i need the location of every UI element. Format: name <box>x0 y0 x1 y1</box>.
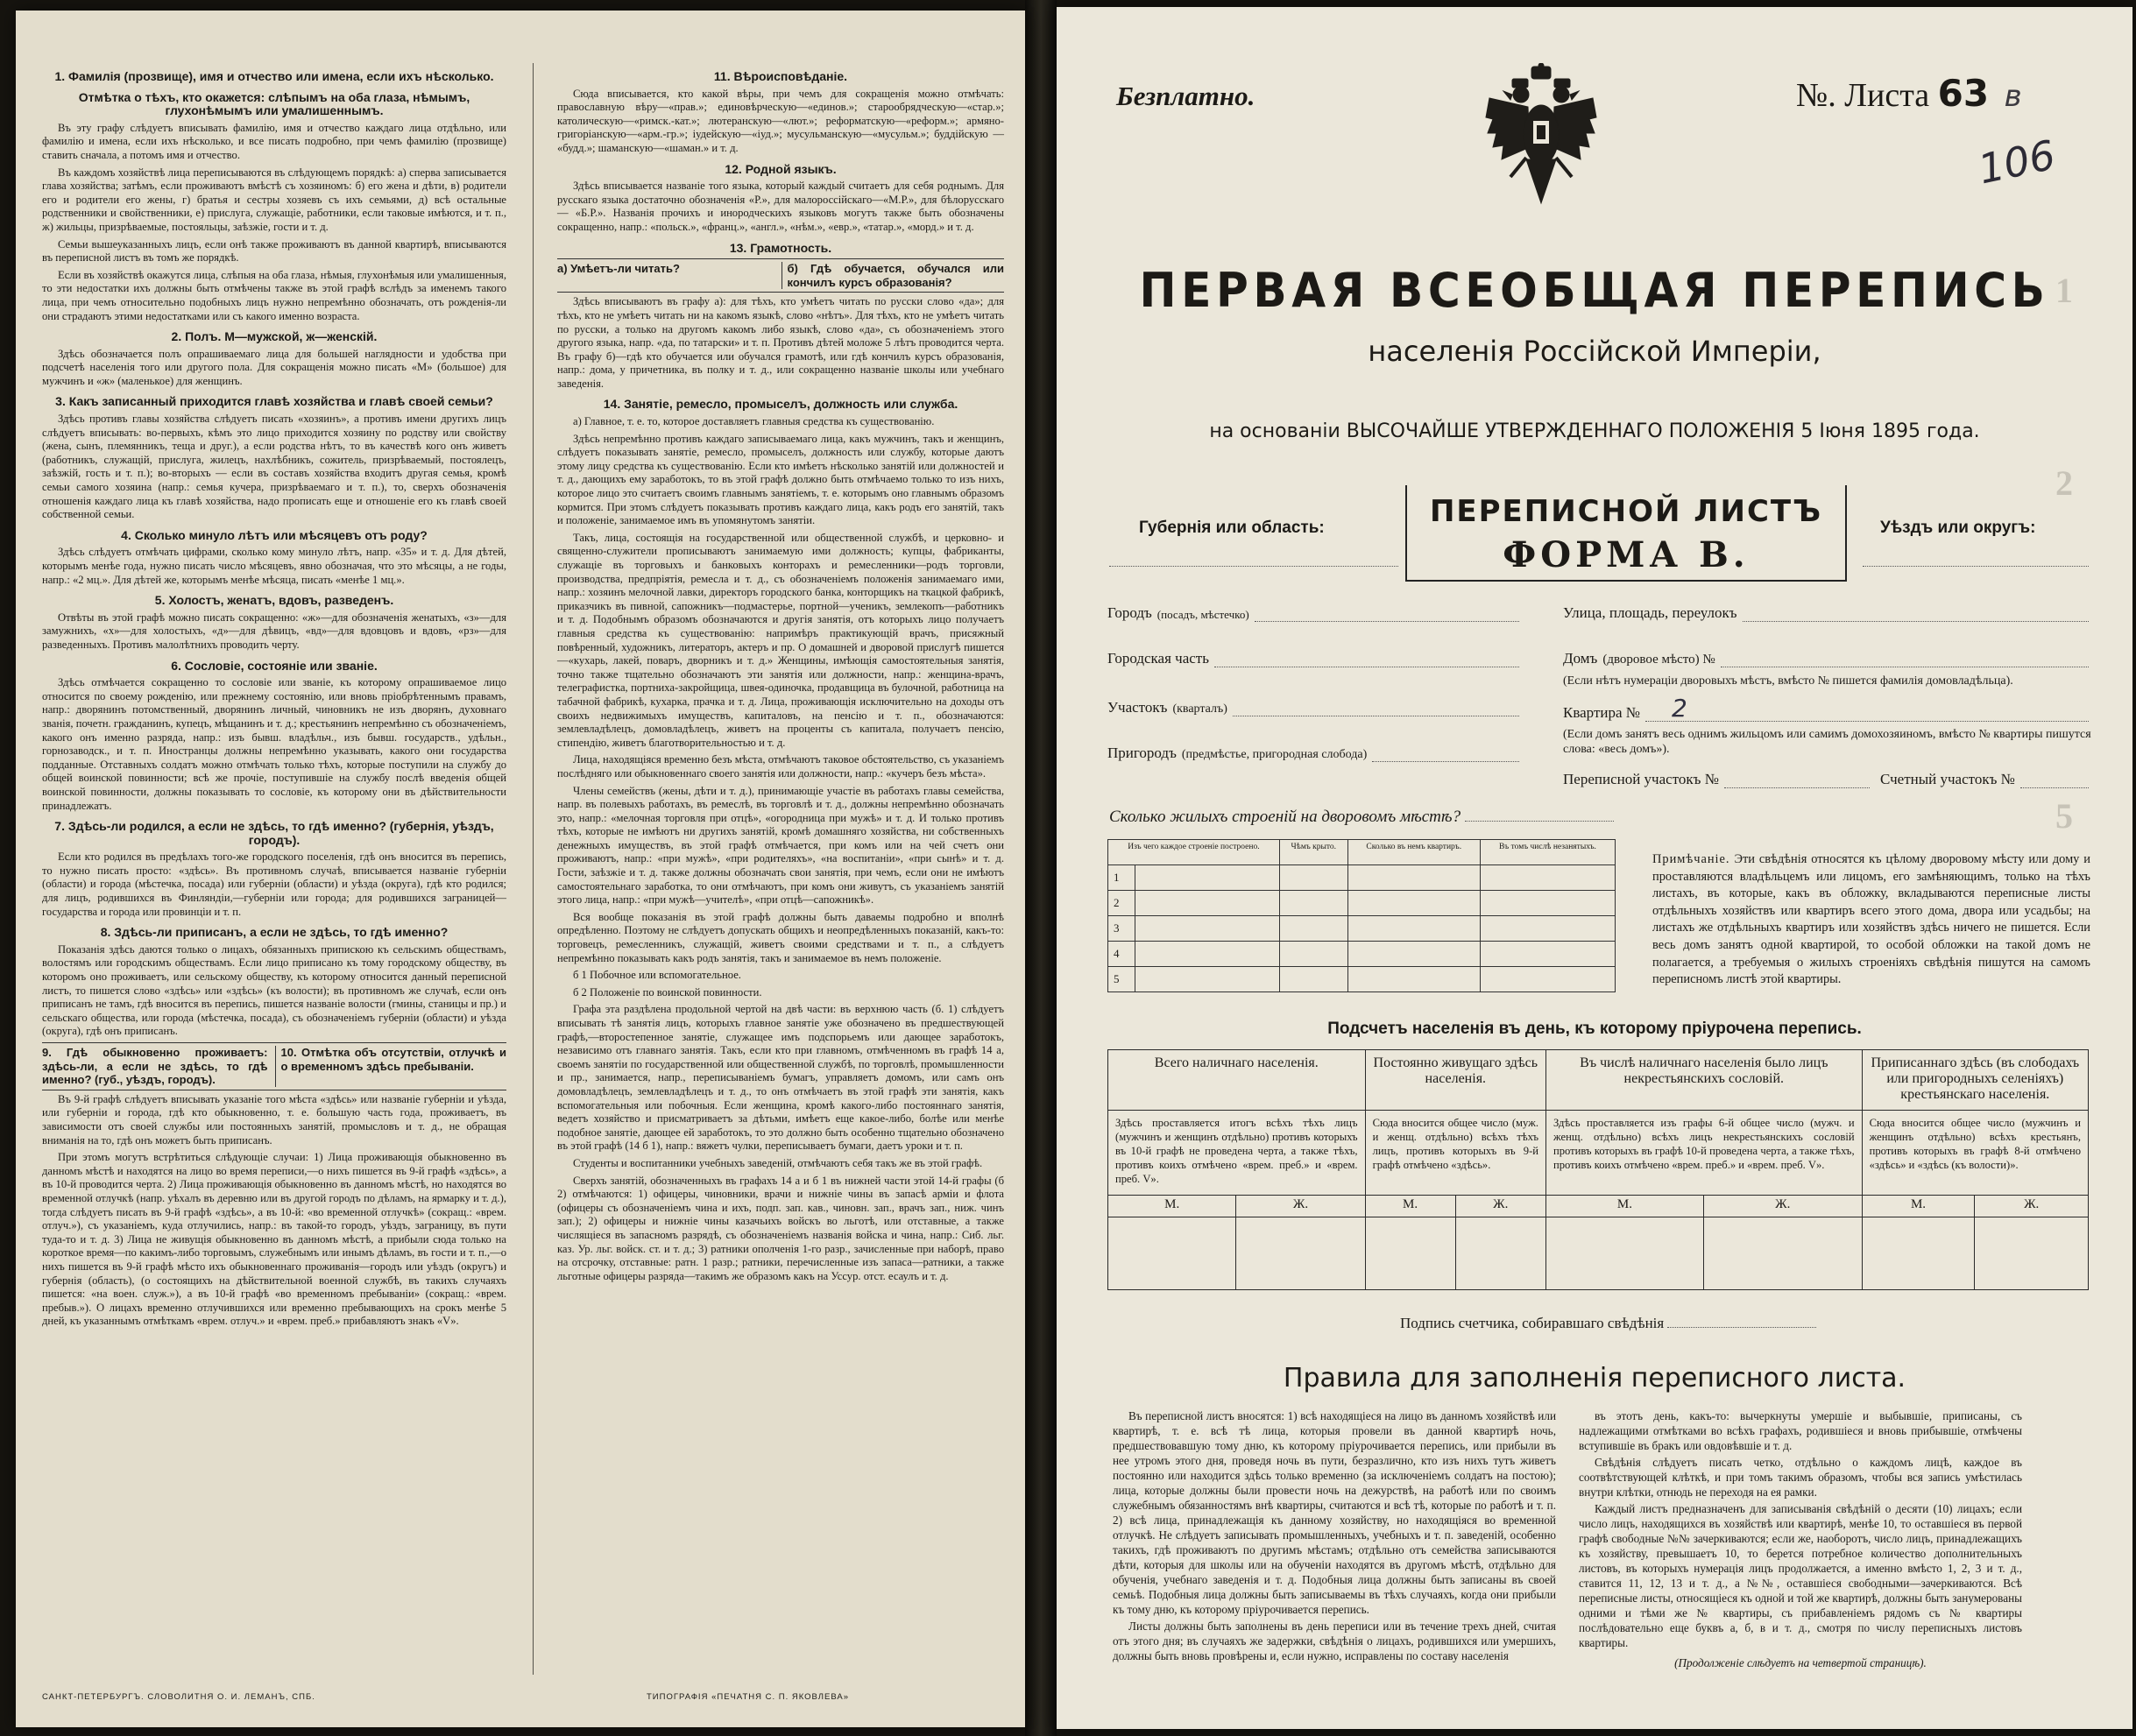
rule-paragraph: Въ переписной листъ вносятся: 1) всѣ находящіеся на лицо въ данномъ хозяйствѣ или квартирѣ, т. е. всѣ тѣ лица, которыя провели въ данной квартирѣ ночь, предшествовавшую тому дню, къ которому пріурочивается перепись, или прибыли въ нее утромъ этого дня, проведя ночь въ пути, безразлично, кто изъ нихъ тутъ живетъ постоянно или находится здѣсь только временно (за исключеніемъ солдатъ на постою); лица, которые должны были провести ночь на дежурствѣ, на работѣ или по своимъ служебнымъ обязанностямъ внѣ квартиры, считаются и всѣ тѣ, которые по работѣ и т. п. 2) всѣ лица, принадлежащія къ данному хозяйству, но находящіяся во временной отлучкѣ. Не слѣдуетъ записывать промышленныхъ, учебныхъ и т. п. заведеній, особенно такихъ, гдѣ проживаютъ по другимъ мѣстамъ; отдѣльно отъ семейства записываются дѣти, которыя для школы или на обученіи находятся въ другомъ мѣстѣ, отдѣльно для обученія, учебнаго заведенія и т. д. Подобныя лица должны быть записаны въ своей семьѣ. Подобныя лица должны быть записываемы въ тѣхъ случаяхъ, когда они прибыли къ тому дню, къ которому пріурочивается перепись. <box>1113 1409 1556 1616</box>
rules-column-2-body <box>1579 1408 2022 1650</box>
count-value-cell[interactable] <box>1546 1217 1704 1290</box>
count-col-description: Здѣсь проставляется изъ графы 6-й общее число (мужч. и женщ. отдѣльно) всѣхъ лицъ некрестьянскихъ сословій противъ которыхъ въ графѣ 10-й проведена черта, а также тѣхъ, противъ коихъ отмѣчено «врем. преб.» и «врем. преб. V». <box>1546 1111 1863 1196</box>
instruction-paragraph: Здѣсь отмѣчается сокращенно то сословіе или званіе, къ которому опрашиваемое лицо относится по своему рожденію, или прежнему состоянію, или вновь пріобрѣтеннымъ правамъ, напр.: дворянинъ потомственный, дворянинъ личный, чиновникъ не изъ дворянъ, духовнаго званія, почетн. гражданинъ, купецъ, мѣщанинъ и т. д.; крестьянинъ непремѣнно съ обозначеніемъ, какого онъ именно разряда, напр.: изъ бывш. владѣльч., изъ бывш. государств., удѣльн., горнозаводск., и т. п. Иностранцы должны непремѣнно указывать, какого они государства подданные. Отставныхъ солдатъ можно отмѣчать только тѣхъ, которые поступили на службу до общей воинской повинности; всѣ же прочіе, поступившіе на службу послѣ введенія общей воинской повинности, должны показывать то сословіе, къ которому они въ дѣйствительности принадлежатъ. <box>42 676 506 812</box>
district-label: Уѣздъ или округъ: <box>1880 519 2036 537</box>
bleed-mark: 2 <box>2055 463 2073 503</box>
city-note: (посадъ, мѣстечко) <box>1156 608 1249 621</box>
count-col-description: Сюда вносится общее число (мужчинъ и женщинъ отдѣльно) всѣхъ крестьянъ, противъ которыхъ въ графѣ 8-й отмѣчено «здѣсь» и «здѣсь (къ волости)». <box>1862 1111 2088 1196</box>
instruction-paragraph: Сверхъ занятій, обозначенныхъ въ графахъ 14 а и б 1 въ нижней части этой 14-й графы (б 2) отмѣчаются: 1) офицеры, чиновники, врачи и нижніе чины въ запасѣ арміи и флота (офицеры съ обозначеніемъ чина и ихъ, подп. зап. кав., чиновн. зап., врачъ зап., ниж. чинъ зап.); 2) офицеры и нижніе чины казачьихъ войскъ во льготѣ, или отставные, а также числящіеся въ запасномъ разрядѣ, съ обозначеніемъ названія войска и чина, напр.: Сиб. льг. каз. Ур. льг. войск. ст. и т. д.; 3) ратники ополченія 1-го разр., зачисленные при наборѣ, право на отсрочку, отставные: ратн. 1 разр.; ратники, перечисленные изъ запаса—ратники, а также льготные офицеры разряда—такимъ же образомъ какъ на Уссур. отст. есаулъ и т. д. <box>557 1174 1004 1282</box>
census-subtitle: населенія Россійской Имперіи, <box>1368 335 1821 368</box>
instruction-paragraph: Въ эту графу слѣдуетъ вписывать фамилію, имя и отчество каждаго лица отдѣльно, или фамилію и имена, если ихъ нѣсколько, и все писать подробно, при чемъ фамилію (прозвище) ставить сначала, а потомъ имя и отчество. <box>42 121 506 161</box>
buildings-note-text: Эти свѣдѣнія относятся къ цѣлому дворовому мѣсту или дому и проставляются владѣльцемъ или лицомъ, его замѣняющимъ, только на тѣхъ листахъ, въ которые, какъ въ обложку, вкладываются переписные листы отдѣльныхъ хозяйствъ или квартиръ всего этого дома, двора или усадьбы; на листахъ же отдѣльныхъ квартиръ или хозяйствъ здѣсь ничего не пишется. Если весь домъ занятъ одной квартирой, то особой обложки на такой домъ не полагается, а требуемыя о жилыхъ строеніяхъ свѣдѣнія пишутся на самомъ переписномъ листѣ этой квартиры. <box>1652 852 2090 987</box>
instruction-paragraph: Въ 9-й графѣ слѣдуетъ вписывать указаніе того мѣста «здѣсь» или названіе губерніи и уѣзда, или губерніи и города, гдѣ кто обыкновенно, т. е. большую часть года, проживаетъ, въ зависимости отъ своей службы или постоянныхъ занятій, промысловъ и т. д., не обращая вниманія на то, гдѣ онъ можетъ быть приписанъ. <box>42 1092 506 1147</box>
instruction-paragraph: Здѣсь непремѣнно противъ каждаго записываемаго лица, какъ мужчинъ, такъ и женщинъ, слѣдуетъ показывать занятіе, ремесло, промыселъ, должность или службу, которые даютъ этому лицу средства къ существованію. Если кто имѣетъ нѣсколько занятій или должностей и т. д., дающихъ ему заработокъ, то въ этой графѣ должно быть отмѣчаемо только то изъ нихъ, которое лицо это считаетъ своимъ главнымъ занятіемъ, т. е. которымъ оно главнымъ образомъ кормится. При этомъ слѣдуетъ показывать противъ каждаго лица, какъ родъ его занятій, такъ и положеніе, занимаемое имъ въ упомянутомъ занятіи. <box>557 432 1004 527</box>
sheet-number <box>1796 72 2022 115</box>
city-part-input-line[interactable] <box>1214 651 1519 667</box>
split-heading <box>557 258 1004 293</box>
sheet-number-value: 63 <box>1937 72 1990 115</box>
apartment-value: 2 <box>1672 694 1687 723</box>
split-heading-part: 10. Отмѣтка объ отсутствіи, отлучкѣ и о временномъ здѣсь пребываніи. <box>275 1046 507 1087</box>
section-input-line[interactable] <box>1233 700 1519 716</box>
section-label: Участокъ <box>1107 699 1168 716</box>
column-divider <box>533 63 534 1675</box>
row-number: 4 <box>1108 942 1135 967</box>
city-input-line[interactable] <box>1255 605 1519 622</box>
census-form-page <box>1057 7 2132 1729</box>
split-heading <box>42 1042 506 1090</box>
instruction-paragraph: Если въ хозяйствѣ окажутся лица, слѣпыя на оба глаза, нѣмыя, глухонѣмыя или умалишенныя, то эти недостатки ихъ должны быть отмѣчены также въ этой графѣ вслѣдъ за именемъ такого лица, при чемъ относительно подобныхъ лицъ нужно непремѣнно обозначать, отъ рожденія-ли они страдаютъ этими недостатками или съ какого именно возраста. <box>42 268 506 322</box>
house-input-line[interactable] <box>1721 651 2089 667</box>
section-heading: 14. Занятіе, ремесло, промыселъ, должность или служба. <box>603 397 958 412</box>
buildings-table-cell[interactable] <box>1135 942 1280 967</box>
count-value-cell[interactable] <box>1365 1217 1455 1290</box>
row-number: 1 <box>1108 865 1135 891</box>
rules-title: Правила для заполненія переписного листа. <box>1283 1363 1906 1394</box>
count-col-header: Въ числѣ наличнаго населенія было лицъ некрестьянскихъ сословій. <box>1546 1050 1863 1111</box>
free-label: Безплатно. <box>1116 81 1255 111</box>
form-header-box <box>1109 485 2089 582</box>
buildings-table <box>1107 839 1616 992</box>
instruction-paragraph: Если кто родился въ предѣлахъ того-же городского поселенія, гдѣ онъ вносится въ перепись, то нужно писать просто: «здѣсь». Въ противномъ случаѣ, вписывается названіе губерніи (области) и города (мѣстечка, посада) или губерніи (области) и уѣзда (округа), гдѣ кто родился; для лицъ, родившихся въ Финляндіи,—губерніи или города; для родившихся заграницей—государства и города или провинціи и т. п. <box>42 850 506 918</box>
sheet-number-suffix: в <box>2004 79 2022 114</box>
count-col-header: Постоянно живущаго здѣсь населенія. <box>1365 1050 1545 1111</box>
rules-column-2 <box>1579 1408 2022 1670</box>
city-part-field[interactable] <box>1107 650 1519 667</box>
instruction-paragraph: Такъ, лица, состоящія на государственной или общественной службѣ, и церковно- и священно-служители прописываютъ занимаемую ими должность; купцы, фабриканты, служащіе въ торговыхъ и банковыхъ конторахъ и ремесленники—родъ торговли, производства, предпріятія, ремесла и т. д., съ обозначеніемъ положенія занимаемаго ими, напр.: хозяинъ мелочной лавки, директоръ городского банка, конторщикъ на ткацкой фабрикѣ, приказчикъ въ пивной, сапожникъ—подмастерье, портной—ученикъ, землекопъ—работникъ и т. д. Подобнымъ образомъ обозначаются и другія занятія, отъ которыхъ лицо получаетъ главныя средства къ существованію: напримѣръ практикующій врачъ, присяжный повѣренный, художникъ, литераторъ, актеръ и пр. О домашней и дворовой прислугѣ пишется—«кухарь, лакей, поваръ, дворникъ и т. д.» Женщины, имѣющія самостоятельныя занятія, точно также тщательно обозначаютъ эти занятія или должности, напр.: женщина-врачъ, телеграфистка, портниха-закройщица, швея-одиночка, продавщица въ булочной, работница на табачной фабрикѣ, кухарка, прачка и т. д. Лица, проживающія исключительно на доходы отъ своихъ недвижимыхъ имуществъ, капиталовъ, на пенсію и т. п., обозначаются: землевладѣлецъ, домовладѣлецъ, живетъ на проценты съ капитала, получаетъ пенсію, стипендію, живетъ благотворительностью и т. д. <box>557 531 1004 749</box>
buildings-table-row <box>1108 942 1616 967</box>
instruction-paragraph: Вся вообще показанія въ этой графѣ должны быть даваемы подробно и вполнѣ опредѣленно. Поэтому не слѣдуетъ допускать общихъ и неопредѣленныхъ показаній, какъ-то: торговецъ, ремесленникъ, служащій, живетъ своими средствами и т. п., а слѣдуетъ непремѣнно показывать какъ родъ занятія, такъ и занимаемое въ немъ положеніе. <box>557 910 1004 964</box>
buildings-count-input[interactable] <box>1465 821 1614 822</box>
count-section-label: Счетный участокъ № <box>1880 771 2015 787</box>
buildings-note-label: Примѣчаніе. <box>1652 852 1730 866</box>
population-count-title: Подсчетъ населенія въ день, къ которому пріурочена перепись. <box>1327 1020 1862 1038</box>
instruction-paragraph: Семьи вышеуказанныхъ лицъ, если онѣ также проживаютъ въ данной квартирѣ, вписываются въ переписной листъ въ томъ же порядкѣ. <box>42 237 506 265</box>
instruction-paragraph: Графа эта раздѣлена продольной чертой на двѣ части: въ верхнюю часть (б. 1) слѣдуетъ вписывать тѣ занятія лицъ, которыхъ главное занятіе уже обозначено въ предшествующей графѣ,—второстепенное занятіе, служащее имъ подспорьемъ или дающее заработокъ, независимо отъ главнаго занятія. Такъ, если кто при главномъ, отмѣченномъ въ графѣ 14 а, своемъ занятіи по государственной или общественной службѣ, по торговлѣ, промышленности и пр., занимается, напр., переписываніемъ бумагъ, управляетъ домомъ, или самъ онъ домовладѣлецъ, землевладѣлецъ и т. д., то онъ отмѣчаетъ въ этой графѣ эти занятія, какъ вспомогательныя или побочныя. Если женщина, кромѣ какого-либо постояннаго занятія, ведетъ хозяйство и присматриваетъ за дѣтьми, имѣетъ еще какое-либо, болѣе или менѣе подобное занятіе, дающее ей заработокъ, то это должно быть особенно тщательно обозначено въ этой графѣ (14 б 1), напр.: вяжетъ чулки, переписываетъ бумаги, даетъ уроки и т. п. <box>557 1003 1004 1153</box>
street-field[interactable] <box>1563 604 2089 622</box>
count-value-cell[interactable] <box>1108 1217 1236 1290</box>
province-label: Губернія или область: <box>1139 519 1325 537</box>
section-note: (кварталъ) <box>1172 702 1227 716</box>
street-input-line[interactable] <box>1743 605 2089 622</box>
buildings-table-cell[interactable] <box>1480 891 1615 916</box>
instructions-column-2 <box>557 63 1004 1287</box>
suburb-field[interactable] <box>1107 745 1519 762</box>
population-count-table <box>1107 1049 2089 1290</box>
instruction-paragraph: Здѣсь вписываютъ въ графу а): для тѣхъ, кто умѣетъ читать по русски слово «да»; для тѣхъ, кто не умѣетъ читать ни на какомъ языкѣ, слово «нѣтъ». Для тѣхъ, кто не умѣетъ читать по русски, а только на другомъ какомъ либо языкѣ, слово «да», съ обозначеніемъ этого другого языка, напр. «да, по татарски» и т. п. Противъ дѣтей моложе 5 лѣтъ проводится черта. Въ графу б)—гдѣ кто обучается или обучался грамотѣ, или гдѣ кончилъ курсъ образованія, напр.: дома, у причетника, въ полку и т. д., или сокращенно названіе школы или учебнаго заведенія. <box>557 295 1004 390</box>
count-sex-header-row <box>1108 1196 2089 1217</box>
buildings-table-row <box>1108 967 1616 992</box>
male-header: М. <box>1546 1196 1704 1217</box>
form-title: ПЕРЕПИСНОЙ ЛИСТЪ <box>1429 494 1823 529</box>
count-col-description: Здѣсь проставляется итогъ всѣхъ тѣхъ лицъ (мужчинъ и женщинъ отдѣльно) противъ которыхъ въ 10-й графѣ не проведена черта, а также тѣхъ, противъ коихъ отмѣчено «врем. преб.» и «врем. преб. V». <box>1108 1111 1366 1196</box>
city-field[interactable] <box>1107 604 1519 622</box>
buildings-table-cell[interactable] <box>1347 942 1480 967</box>
instructions-page <box>16 11 1025 1727</box>
instruction-paragraph: Члены семействъ (жены, дѣти и т. д.), принимающіе участіе въ работахъ главы семейства, напр. въ полевыхъ работахъ, въ ремеслѣ, въ торговлѣ и т. д., должны непремѣнно обозначать это, напр.: «мелочная торговля при отцѣ», «огородница при мужѣ» и т. д. И только противъ тѣхъ, которые не имѣютъ ни другихъ занятій, кромѣ домашняго хозяйства, ни собственныхъ денежныхъ имуществъ, въ этой графѣ отмѣчается, при комъ или на чей счетъ они проживаютъ, напр.: «при мужѣ», «при родителяхъ», «на воспитаніи», «при сынѣ» и т. д. Гости, заѣзжіе и т. д. также должны обозначать свои занятія, при чемъ, если они не имѣютъ самостоятельнаго заработка, то они отмѣчаютъ, при комъ они живутъ, съ указаніемъ занятій этого лица, напр.: «при мужѣ—учителѣ», «при отцѣ—сапожникѣ». <box>557 784 1004 907</box>
buildings-question <box>1109 808 1614 827</box>
instruction-paragraph: Въ каждомъ хозяйствѣ лица переписываются въ слѣдующемъ порядкѣ: а) сперва записывается глава хозяйства; затѣмъ, если проживаютъ вмѣстѣ съ хозяиномъ: б) его жена и дѣти, в) родители его и родители его жены, г) братья и сестры хозяевъ съ ихъ семьями, д) всѣ остальные родственники и свойственники, е) прислуга, служащіе, работники, если таковые имѣются, и т. п., ж) жильцы, призрѣваемые, постояльцы, заѣзжіе, гости и т. д. <box>42 166 506 233</box>
apartment-field[interactable] <box>1563 694 2089 723</box>
section-heading: 5. Холостъ, женатъ, вдовъ, разведенъ. <box>154 593 394 608</box>
count-value-cell[interactable] <box>1862 1217 1975 1290</box>
instruction-paragraph: Здѣсь вписывается названіе того языка, который каждый считаетъ для себя роднымъ. Для русскаго языка достаточно обозначенія «Р.», для малороссійскаго—«М.Р.», для бѣлорусскаго — «Б.Р.». Названія прочихъ и инородческихъ языковъ могутъ также быть обозначены сокращенно, напр.: «польск.», «франц.», «англ.», «нѣм.», «евр.», «татар.», «морд.» и т. д. <box>557 180 1004 233</box>
double-headed-eagle-emblem <box>1484 63 1598 212</box>
section-heading: 11. Вѣроисповѣданіе. <box>713 69 848 83</box>
instruction-paragraph: Показанія здѣсь даются только о лицахъ, обязанныхъ припискою къ сельскимъ обществамъ, волостямъ или городскимъ обществамъ. Если лицо приписано къ тому городскому обществу, въ которомъ оно проживаетъ, или сельскому обществу, къ которому относится данный переписной листъ, то пишется слово «здѣсь» или «здѣсь» (къ волости); въ противномъ же случаѣ, если онъ приписанъ не тамъ, гдѣ вносится въ перепись, пишется названіе волости (гмины, станицы и пр.) и сельскаго общества, или города (мѣстечка, посада), съ обозначеніемъ губерніи (области) и уѣзда (округа), гдѣ онъ приписанъ. <box>42 942 506 1038</box>
instruction-paragraph: Здѣсь слѣдуетъ отмѣчать цифрами, сколько кому минуло лѣтъ, напр. «35» и т. д. Для дѣтей, которымъ менѣе года, нужно писать число мѣсяцевъ, явно обозначая, что это мѣсяцы, а не годы, напр.: «2 мц.». Для дѣтей же, которымъ менѣе мѣсяца, писать «менѣе 1 мц.». <box>42 546 506 586</box>
city-label: Городъ <box>1107 604 1152 621</box>
instruction-paragraph: При этомъ могутъ встрѣтиться слѣдующіе случаи: 1) Лица проживающія обыкновенно въ данномъ мѣстѣ и находятся на лицо во время переписи,—о нихъ пишется въ 9-й графѣ «здѣсь», а въ 10-й проводится черта. 2) Лица проживающія обыкновенно въ данномъ мѣстѣ, но находятся во временной отлучкѣ (напр. уѣхалъ въ деревню или въ другой городъ по дѣламъ, на ярмарку и т. д.), тогда слѣдуетъ писать въ 9-й графѣ «здѣсь», а въ 10-й: «во временной отлучкѣ» (сокращ.: «врем. отлуч.»), съ указаніемъ, куда отлучились, напр.: въ такой-то городъ, уѣздъ, заграницу, въ пути туда-то и т. д. 3) Лица не живущія обыкновенно въ данномъ мѣстѣ, а прибыли сюда только на короткое время—по какимъ-либо торговымъ, служебнымъ или инымъ дѣламъ, въ гости и т. п.,—о нихъ пишется въ 9-й графѣ мѣсто ихъ обыкновеннаго проживанія—городъ или уѣздъ (округъ) и губернія (область), (о состоящихъ на дѣйствительной военной службѣ, въ такихъ случаяхъ пишется: «на воен. служ.»), а въ 10-й графѣ «во временномъ пребываніи» (сокращ.: «врем. пребыв.»). О лицахъ временно отлучившихся или временно пребывающихъ на срокъ менѣе 5 дней, къ указаннымъ отмѣткамъ «врем. отлуч.» и «врем. преб.» прибавляютъ знакъ «V». <box>42 1151 506 1328</box>
section-field[interactable] <box>1107 699 1519 716</box>
buildings-table-cell[interactable] <box>1279 865 1347 891</box>
buildings-table-body <box>1108 865 1616 992</box>
buildings-table-cell[interactable] <box>1135 865 1280 891</box>
section-heading: 2. Полъ. М—мужской, ж—женскій. <box>171 329 378 344</box>
count-section-input-line[interactable] <box>2020 772 2089 788</box>
male-header: М. <box>1108 1196 1236 1217</box>
section-heading: Отмѣтка о тѣхъ, кто окажется: слѣпымъ на оба глаза, нѣмымъ, глухонѣмымъ или умалишеннымъ. <box>78 89 470 118</box>
buildings-table-cell[interactable] <box>1279 916 1347 942</box>
section-heading: 1. Фамилія (прозвище), имя и отчество или имена, если ихъ нѣсколько. <box>54 69 494 83</box>
instruction-paragraph: Отвѣты въ этой графѣ можно писать сокращенно: «ж»—для обозначенія женатыхъ, «з»—для замужнихъ, «х»—для холостыхъ, «д»—для дѣвицъ, «вд»—для вдовцовъ и вдовъ, «рз»—для разведенныхъ. Противъ малолѣтнихъ проводить черту. <box>42 610 506 651</box>
census-section-field[interactable] <box>1563 771 1870 788</box>
printer-footer-right: ТИПОГРАФІЯ «ПЕЧАТНЯ С. П. ЯКОВЛЕВА» <box>647 1692 849 1702</box>
house-note: (дворовое мѣсто) № <box>1602 653 1715 667</box>
instruction-paragraph: Лица, находящіяся временно безъ мѣста, отмѣчаютъ таковое обстоятельство, съ указаніемъ послѣдняго или обыкновеннаго своего занятія или должности, напр.: «кучеръ безъ мѣста». <box>557 753 1004 780</box>
buildings-table-row <box>1108 865 1616 891</box>
form-title-box <box>1405 485 1847 582</box>
buildings-table-cell[interactable] <box>1135 916 1280 942</box>
count-col-description: Сюда вносится общее число (муж. и женщ. отдѣльно) всѣхъ тѣхъ лицъ, противъ которыхъ въ 9-й графѣ отмѣчено «здѣсь». <box>1365 1111 1545 1196</box>
house-remark: (Если нѣтъ нумераціи дворовыхъ мѣстъ, вмѣсто № пишется фамилія домовладѣльца). <box>1563 674 2013 688</box>
buildings-col-header: Чѣмъ крыто. <box>1279 840 1347 865</box>
buildings-table-row <box>1108 891 1616 916</box>
buildings-table-cell[interactable] <box>1279 942 1347 967</box>
count-section-field[interactable] <box>1880 771 2089 788</box>
apartment-input-line[interactable] <box>1645 694 2089 723</box>
row-number: 3 <box>1108 916 1135 942</box>
rule-paragraph: Свѣдѣнія слѣдуетъ писать четко, отдѣльно о каждомъ лицѣ, каждое въ соотвѣтствующей клѣткѣ, и при томъ такимъ образомъ, чтобы вся запись умѣстилась внутри клѣтки, отнюдь не переходя на ея рамки. <box>1579 1456 2022 1499</box>
house-label: Домъ <box>1563 650 1598 667</box>
split-heading-part: б) Гдѣ обучается, обучался или кончилъ курсъ образованія? <box>782 262 1005 289</box>
signature-label: Подпись счетчика, собиравшаго свѣдѣнія <box>1400 1315 1665 1331</box>
census-section-input-line[interactable] <box>1724 772 1870 788</box>
buildings-table-cell[interactable] <box>1480 916 1615 942</box>
district-field[interactable] <box>1863 566 2089 567</box>
count-value-cell[interactable] <box>1455 1217 1545 1290</box>
female-header: Ж. <box>1975 1196 2089 1217</box>
suburb-note: (предмѣстье, пригородная слобода) <box>1181 748 1368 761</box>
sheet-number-label: №. Листа <box>1796 77 1930 114</box>
census-title: ПЕРВАЯ ВСЕОБЩАЯ ПЕРЕПИСЬ <box>1139 263 2050 318</box>
rules-column-1 <box>1113 1408 1556 1665</box>
rule-paragraph: въ этотъ день, какъ-то: вычеркнуты умершіе и выбывшіе, приписаны, съ надлежащими отмѣтками во всѣхъ графахъ, родившіеся и вновь прибывшіе, отмѣчены вступившіе въ бракъ или овдовѣвшіе и т. д. <box>1579 1409 2022 1452</box>
book-spine <box>1025 0 1057 1736</box>
male-header: М. <box>1365 1196 1455 1217</box>
section-heading: 7. Здѣсь-ли родился, а если не здѣсь, то гдѣ именно? (губернія, уѣздъ, городъ). <box>54 819 494 847</box>
rule-paragraph: Листы должны быть заполнены въ день переписи или въ течение трехъ дней, считая отъ этого дня; въ случаяхъ же задержки, свѣдѣнія о лицахъ, родившихся или умершихъ, должны быть вновь провѣрены и, если нужно, исправлены по составу населенія <box>1113 1620 1556 1662</box>
street-label: Улица, площадь, переулокъ <box>1563 604 1737 621</box>
male-header: М. <box>1862 1196 1975 1217</box>
buildings-table-cell[interactable] <box>1135 967 1280 992</box>
buildings-note <box>1652 851 2090 989</box>
buildings-table-cell[interactable] <box>1279 967 1347 992</box>
bleed-mark: 1 <box>2055 271 2073 310</box>
female-header: Ж. <box>1236 1196 1365 1217</box>
house-field[interactable] <box>1563 650 2089 667</box>
instructions-column-1 <box>42 63 506 1332</box>
signature-input[interactable] <box>1667 1327 1816 1328</box>
buildings-table-cell[interactable] <box>1347 891 1480 916</box>
suburb-input-line[interactable] <box>1372 745 1519 762</box>
instruction-paragraph: б 1 Побочное или вспомогательное. <box>573 969 741 982</box>
rules-continued-note: (Продолженіе слѣдуетъ на четвертой страницѣ). <box>1674 1656 1927 1669</box>
buildings-table-cell[interactable] <box>1135 891 1280 916</box>
archive-handwritten-number: 106 <box>1974 131 2060 194</box>
count-col-header: Всего наличнаго населенія. <box>1108 1050 1366 1111</box>
province-field[interactable] <box>1109 566 1398 567</box>
rule-paragraph: Каждый листъ предназначенъ для записыванія свѣдѣній о десяти (10) лицахъ; если число лицъ, находящихся въ хозяйствѣ или квартирѣ, менѣе 10, то оставшіеся въ первой графѣ свободные №№ зачеркиваются; если же, наоборотъ, число лицъ, принадлежащихъ къ хозяйству, превышаетъ 10, то берется потребное количество дополнительныхъ листовъ, въ которыхъ нумерація лицъ продолжается, а именно вмѣсто 1, 2, 3 и т. д., ставится 11, 12, 13 и т. д., а №№, оставшіеся свободными—зачеркиваются. Всѣ переписные листы, относящіеся къ одной и той же квартирѣ, должны быть занумерованы одними и тѣми же № квартиры, съ прибавленіемъ рядомъ съ № квартиры послѣдовательно еще буквъ а, б, в и т. д., смотря по числу переписныхъ листовъ квартиры. <box>1579 1502 2022 1649</box>
buildings-col-header: Изъ чего каждое строеніе построено. <box>1108 840 1280 865</box>
instruction-paragraph: Сюда вписывается, кто какой вѣры, при чемъ для сокращенія можно отмѣчать: православную вѣру—«прав.»; единовѣрческую—«единов.»; старообрядческую—«стар.»; католическую—«римск.-кат.»; лютеранскую—«лют.»; реформатскую—«реформ.»; армяно-григоріанскую—«арм.-гр.»; іудейскую—«іуд.»; мусульманскую—«мусульм.»; буддійскую — «будд.»; шаманскую—«шаман.» и т. д. <box>557 87 1004 154</box>
form-variant: ФОРМА В. <box>1503 534 1750 575</box>
count-value-cell[interactable] <box>1703 1217 1862 1290</box>
census-section-label: Переписной участокъ № <box>1563 771 1719 787</box>
buildings-table-row <box>1108 916 1616 942</box>
section-heading: 8. Здѣсь-ли приписанъ, а если не здѣсь, то гдѣ именно? <box>100 925 449 940</box>
instruction-paragraph: б 2 Положеніе по воинской повинности. <box>573 985 762 999</box>
instruction-paragraph: а) Главное, т. е. то, которое доставляетъ главныя средства къ существованію. <box>573 415 935 428</box>
buildings-table-cell[interactable] <box>1347 967 1480 992</box>
buildings-table-cell[interactable] <box>1347 865 1480 891</box>
row-number: 2 <box>1108 891 1135 916</box>
instruction-paragraph: Студенты и воспитанники учебныхъ заведеній, отмѣчаютъ себя такъ же въ этой графѣ. <box>573 1156 983 1169</box>
count-value-cell[interactable] <box>1236 1217 1365 1290</box>
apartment-label: Квартира № <box>1563 704 1641 721</box>
buildings-table-cell[interactable] <box>1480 942 1615 967</box>
section-heading: 6. Сословіе, состояніе или званіе. <box>171 658 378 673</box>
female-header: Ж. <box>1455 1196 1545 1217</box>
buildings-col-header: Въ томъ числѣ незанятыхъ. <box>1480 840 1615 865</box>
buildings-question-text: Сколько жилыхъ строеній на дворовомъ мѣстѣ? <box>1109 808 1461 826</box>
split-heading-part: а) Умѣетъ-ли читать? <box>557 262 680 276</box>
instruction-paragraph: Здѣсь противъ главы хозяйства слѣдуетъ писать «хозяинъ», а противъ имени другихъ лицъ слѣдуетъ вписывать: во-первыхъ, кѣмъ это лицо приходится хозяину по родству или свойству (жена, сынъ, племянникъ, теща и друг.), а если родства нѣтъ, то въ качествѣ кого онъ живетъ (работникъ, служащій, прислуга, жилецъ, нахлѣбникъ, сожитель, призрѣваемый, постоялецъ, заѣзжій, гость и т. п.); во-вторыхъ — если въ составъ хозяйства входитъ другая семья, кромѣ семьи самого хозяина (напр.: семья кучера, призрѣваемаго и т. п.), то, сверхъ обозначенія отношенія каждаго лица къ главѣ хозяйства, надо прописать еще и отношеніе его къ главѣ своей собственной семьи. <box>42 413 506 521</box>
buildings-table-cell[interactable] <box>1480 865 1615 891</box>
buildings-table-cell[interactable] <box>1279 891 1347 916</box>
count-value-cell[interactable] <box>1975 1217 2089 1290</box>
row-number: 5 <box>1108 967 1135 992</box>
section-heading: 4. Сколько минуло лѣтъ или мѣсяцевъ отъ роду? <box>121 527 428 542</box>
suburb-label: Пригородъ <box>1107 745 1177 761</box>
buildings-col-header: Сколько въ немъ квартиръ. <box>1347 840 1480 865</box>
instruction-paragraph: Здѣсь обозначается полъ опрашиваемаго лица для большей наглядности и удобства при подсчетѣ населенія того или другого пола. Для сокращенія можно писать «М» (большое) для мужчинъ и «ж» (маленькое) для женщинъ. <box>42 347 506 387</box>
section-heading: 3. Какъ записанный приходится главѣ хозяйства и главѣ своей семьи? <box>55 394 493 409</box>
bleed-mark: 5 <box>2055 796 2073 836</box>
enumerator-signature <box>1400 1315 1816 1332</box>
section-heading: 12. Родной языкъ. <box>725 161 837 176</box>
split-heading-part: 9. Гдѣ обыкновенно проживаетъ: здѣсь-ли, а если не здѣсь, то гдѣ именно? (губ., уѣздъ, городъ). <box>42 1046 268 1087</box>
apartment-remark: (Если домъ занятъ весь однимъ жильцомъ или самимъ домохозяиномъ, вмѣсто № квартиры пишутся слова: «весь домъ»). <box>1563 728 2091 756</box>
printer-footer-left: САНКТ-ПЕТЕРБУРГЪ. СЛОВОЛИТНЯ О. И. ЛЕМАНЪ, СПБ. <box>42 1692 315 1702</box>
legal-basis: на основаніи ВЫСОЧАЙШЕ УТВЕРЖДЕННАГО ПОЛОЖЕНІЯ 5 Іюня 1895 года. <box>1209 420 1980 442</box>
buildings-table-cell[interactable] <box>1347 916 1480 942</box>
city-part-label: Городская часть <box>1107 650 1209 667</box>
section-heading: 13. Грамотность. <box>729 240 832 255</box>
count-col-header: Приписаннаго здѣсь (въ слободахъ или пригородныхъ селеніяхъ) крестьянскаго населенія. <box>1862 1050 2088 1111</box>
buildings-table-cell[interactable] <box>1480 967 1615 992</box>
count-value-row <box>1108 1217 2089 1290</box>
female-header: Ж. <box>1703 1196 1862 1217</box>
